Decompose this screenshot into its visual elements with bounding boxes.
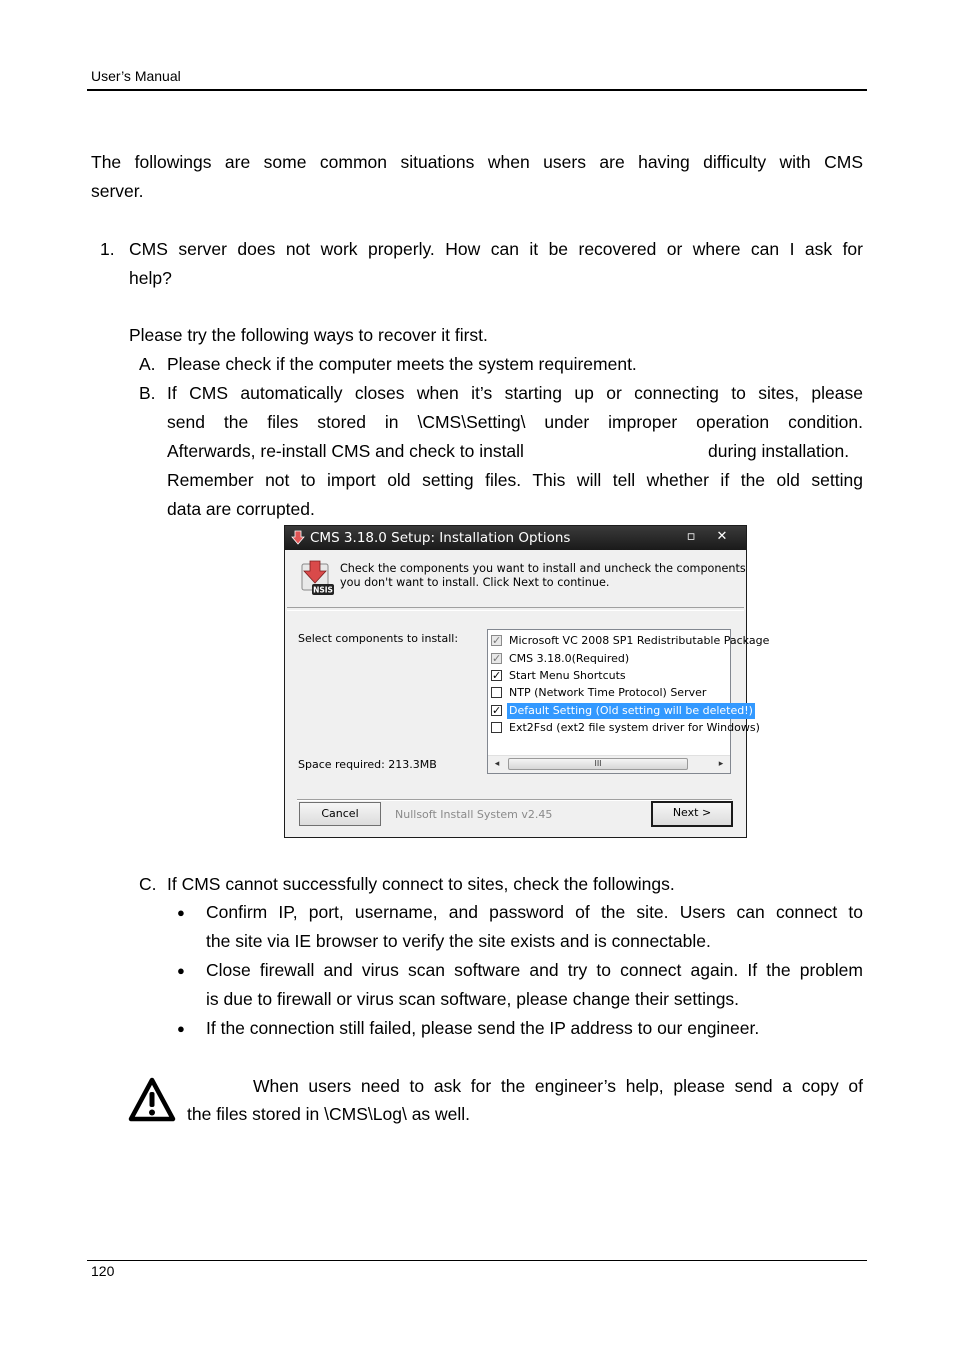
dialog-instructions: [340, 562, 746, 590]
bullet-icon: ●: [177, 1021, 185, 1036]
scroll-right-icon[interactable]: ▸: [718, 759, 724, 769]
checkbox[interactable]: [491, 722, 502, 733]
component-item[interactable]: [490, 651, 790, 667]
setup-dialog: [284, 525, 770, 838]
instruction-line-1: Check the components you want to install and uncheck the components: [340, 562, 746, 575]
minimize-icon[interactable]: ▫: [686, 529, 696, 544]
bullet-2-line-1: Close firewall and virus scan software and try to connect again. If the problem: [206, 960, 863, 980]
scroll-left-icon[interactable]: ◂: [494, 759, 500, 769]
space-required-label: Space required: 213.3MB: [298, 758, 437, 771]
bullet-3-line-1: If the connection still failed, please send the IP address to our engineer.: [206, 1018, 760, 1038]
component-item[interactable]: [490, 720, 790, 736]
bullet-1-line-2: the site via IE browser to verify the site exists and is connectable.: [206, 931, 711, 951]
item-b-line-5: data are corrupted.: [167, 499, 315, 519]
note-line-1: When users need to ask for the engineer’s help, please send a copy of: [253, 1076, 863, 1096]
component-label: NTP (Network Time Protocol) Server: [509, 686, 707, 699]
question-line-2: help?: [129, 268, 172, 288]
component-label: Microsoft VC 2008 SP1 Redistributable Package: [509, 634, 770, 647]
close-icon[interactable]: ✕: [716, 529, 728, 544]
component-item[interactable]: [490, 633, 790, 649]
component-label: Default Setting (Old setting will be deleted!): [509, 704, 753, 717]
item-c-letter: C.: [139, 874, 157, 894]
header-separator: [287, 607, 744, 611]
instruction-line-2: you don't want to install. Click Next to continue.: [340, 576, 610, 589]
question-number: 1.: [100, 239, 115, 259]
component-item[interactable]: [490, 668, 790, 684]
item-b-line-2: send the files stored in \CMS\Setting\ under improper operation condition.: [167, 412, 863, 432]
item-c-text: If CMS cannot successfully connect to sites, check the followings.: [167, 874, 675, 894]
intro-line-2: server.: [91, 181, 144, 201]
nsis-brand: Nullsoft Install System v2.45: [395, 808, 553, 821]
footer-rule: [87, 1260, 867, 1261]
cancel-button[interactable]: Cancel: [299, 802, 381, 826]
scroll-thumb[interactable]: III: [508, 758, 688, 770]
installer-icon: [290, 530, 306, 546]
checkbox[interactable]: ✓: [492, 634, 502, 647]
item-a-letter: A.: [139, 354, 156, 374]
select-components-label: Select components to install:: [298, 632, 459, 645]
item-b-line-3a: Afterwards, re-install CMS and check to install: [167, 441, 524, 461]
dialog-titlebar: [285, 526, 746, 550]
component-label: Start Menu Shortcuts: [509, 669, 626, 682]
bullet-icon: ●: [177, 905, 185, 920]
checkbox[interactable]: [491, 687, 502, 698]
item-b-letter: B.: [139, 383, 156, 403]
component-label: Ext2Fsd (ext2 file system driver for Windows): [509, 721, 760, 734]
warning-icon: [128, 1077, 176, 1123]
checkbox[interactable]: ✓: [492, 669, 502, 682]
checkbox[interactable]: ✓: [492, 652, 502, 665]
next-button[interactable]: Next >: [651, 801, 733, 827]
dialog-title: CMS 3.18.0 Setup: Installation Options: [310, 530, 571, 546]
horizontal-scrollbar[interactable]: [488, 755, 730, 773]
header-rule: [87, 89, 867, 91]
page-number: 120: [91, 1263, 115, 1279]
item-b-line-3b: during installation.: [708, 441, 850, 461]
note-line-2: the files stored in \CMS\Log\ as well.: [187, 1104, 471, 1124]
checkbox[interactable]: ✓: [492, 704, 502, 717]
nsis-logo-icon: [299, 558, 337, 598]
item-a-text: Please check if the computer meets the system requirement.: [167, 354, 637, 374]
question-line-1: CMS server does not work properly. How can it be recovered or where can I ask for: [129, 239, 863, 259]
dialog-body: [287, 550, 770, 835]
item-b-line-1: If CMS automatically closes when it’s starting up or connecting to sites, please: [167, 383, 863, 403]
nsis-logo-label: NSIS: [313, 585, 333, 595]
bullet-icon: ●: [177, 963, 185, 978]
running-header: User’s Manual: [91, 68, 181, 84]
item-b-line-4: Remember not to import old setting files. This will tell whether if the old setting: [167, 470, 863, 490]
bullet-2-line-2: is due to firewall or virus scan software, please change their settings.: [206, 989, 740, 1009]
component-item[interactable]: [490, 685, 790, 701]
component-label: CMS 3.18.0(Required): [509, 652, 630, 665]
component-item-selected[interactable]: [490, 703, 790, 719]
components-list[interactable]: [487, 629, 770, 774]
intro-line-1: The followings are some common situations when users are having difficulty with CMS: [91, 152, 863, 172]
bullet-1-line-1: Confirm IP, port, username, and password of the site. Users can connect to: [206, 902, 863, 922]
recover-intro: Please try the following ways to recover it first.: [129, 325, 488, 345]
